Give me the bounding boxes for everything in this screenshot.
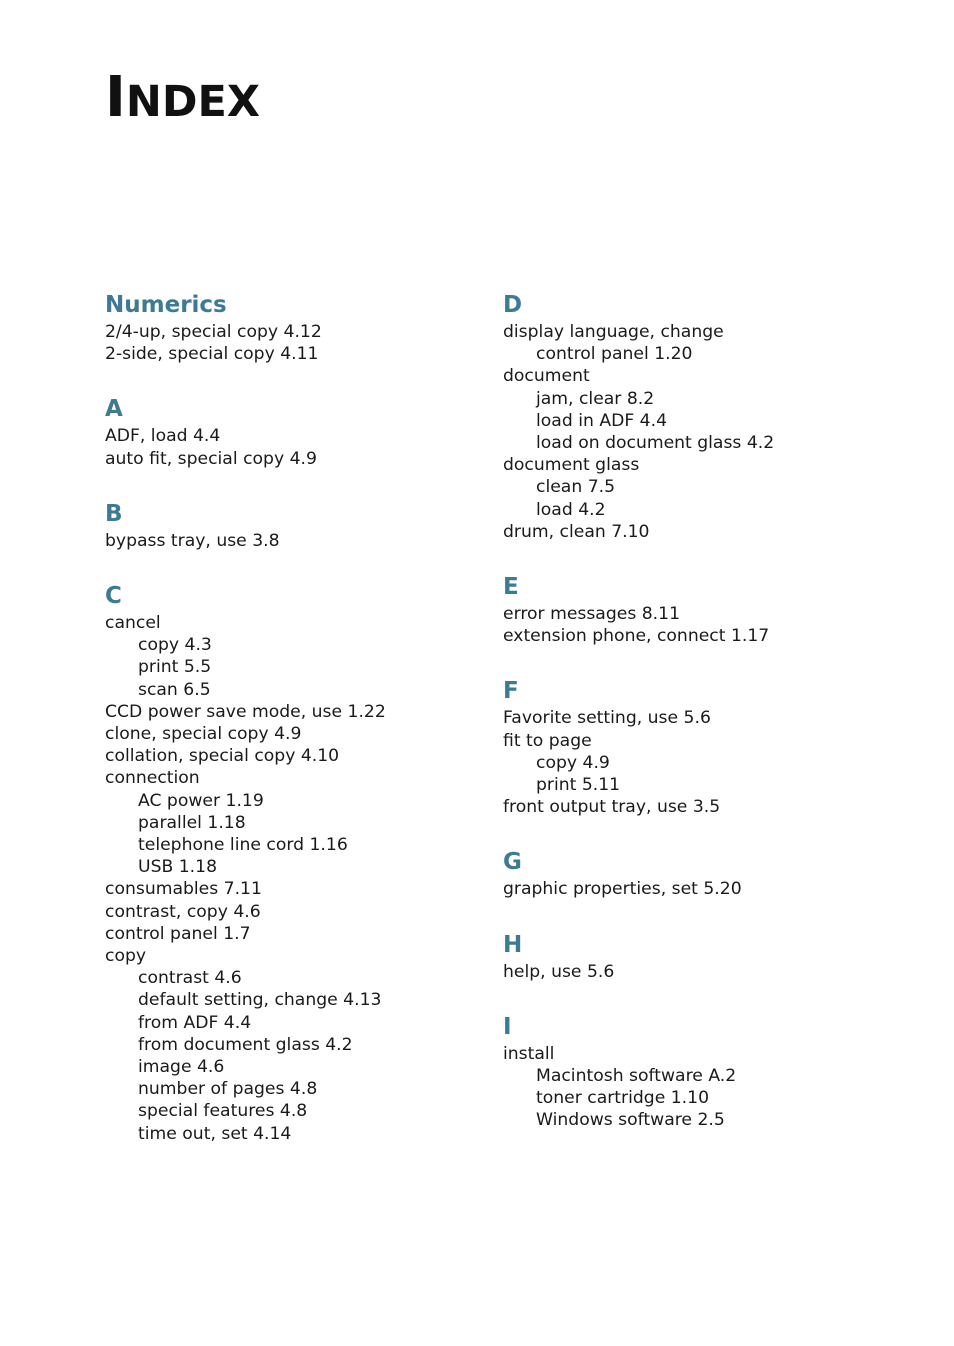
section-heading: E xyxy=(503,574,519,601)
index-subentry: load 4.2 xyxy=(536,499,606,520)
index-section xyxy=(503,675,903,818)
index-subentry: control panel 1.20 xyxy=(536,344,693,365)
index-subentry: copy 4.9 xyxy=(536,752,610,773)
index-entry: consumables 7.11 xyxy=(105,879,262,900)
index-entry: fit to page xyxy=(503,730,592,751)
index-subentry: special features 4.8 xyxy=(138,1101,308,1122)
index-entry: error messages 8.11 xyxy=(503,604,681,625)
index-section xyxy=(105,580,505,1145)
index-entry: display language, change xyxy=(503,322,724,342)
index-entry: front output tray, use 3.5 xyxy=(503,797,721,818)
index-subentry: jam, clear 8.2 xyxy=(536,388,655,409)
index-subentry: contrast 4.6 xyxy=(138,968,242,989)
index-subentry: print 5.11 xyxy=(536,775,621,796)
page-title xyxy=(105,65,261,130)
index-entry: CCD power save mode, use 1.22 xyxy=(105,701,386,722)
index-entry: document glass xyxy=(503,455,640,476)
index-section xyxy=(105,393,505,469)
index-subentry: parallel 1.18 xyxy=(138,812,246,833)
index-entry: control panel 1.7 xyxy=(105,923,251,944)
index-section xyxy=(503,289,903,543)
index-entry: ADF, load 4.4 xyxy=(105,426,221,447)
index-entry: graphic properties, set 5.20 xyxy=(503,879,742,900)
index-subentry: clean 7.5 xyxy=(536,477,616,498)
index-subentry: default setting, change 4.13 xyxy=(138,990,382,1011)
index-subentry: load on document glass 4.2 xyxy=(536,433,775,454)
page-title-rest: NDEX xyxy=(125,77,261,127)
index-section xyxy=(503,929,903,983)
index-subentry: load in ADF 4.4 xyxy=(536,410,668,431)
section-heading: D xyxy=(503,292,523,318)
section-heading: C xyxy=(105,583,122,610)
index-section xyxy=(503,1011,903,1132)
index-subentry: scan 6.5 xyxy=(138,679,211,700)
index-subentry: copy 4.3 xyxy=(138,635,212,656)
index-column-left xyxy=(105,289,505,1145)
index-section xyxy=(503,846,903,900)
section-heading: F xyxy=(503,678,519,705)
index-entry: help, use 5.6 xyxy=(503,961,615,982)
index-entry: bypass tray, use 3.8 xyxy=(105,530,280,551)
index-subentry: from ADF 4.4 xyxy=(138,1012,252,1033)
index-section xyxy=(105,289,505,365)
index-subentry: Macintosh software A.2 xyxy=(536,1066,737,1087)
index-subentry: image 4.6 xyxy=(138,1057,225,1078)
page-title-initial: I xyxy=(105,65,126,130)
index-subentry: print 5.5 xyxy=(138,657,212,678)
index-subentry: Windows software 2.5 xyxy=(536,1110,725,1131)
index-subentry: toner cartridge 1.10 xyxy=(536,1088,710,1109)
section-heading: B xyxy=(105,500,123,527)
index-entry: drum, clean 7.10 xyxy=(503,521,650,542)
index-entry: auto fit, special copy 4.9 xyxy=(105,448,317,469)
index-subentry: USB 1.18 xyxy=(138,857,218,878)
index-entry: 2/4-up, special copy 4.12 xyxy=(105,322,322,342)
index-section xyxy=(503,571,903,647)
index-entry: clone, special copy 4.9 xyxy=(105,724,302,745)
index-entry: 2-side, special copy 4.11 xyxy=(105,344,319,365)
index-entry: cancel xyxy=(105,613,161,634)
index-entry: install xyxy=(503,1043,555,1064)
index-entry: collation, special copy 4.10 xyxy=(105,746,340,767)
section-heading: G xyxy=(503,849,522,876)
section-heading: H xyxy=(503,931,523,958)
index-entry: Favorite setting, use 5.6 xyxy=(503,708,711,729)
index-subentry: number of pages 4.8 xyxy=(138,1079,318,1100)
index-subentry: AC power 1.19 xyxy=(138,790,264,811)
section-heading: I xyxy=(503,1013,512,1040)
index-subentry: time out, set 4.14 xyxy=(138,1123,292,1144)
section-heading: Numerics xyxy=(105,292,227,318)
index-entry: connection xyxy=(105,768,200,789)
index-entry: extension phone, connect 1.17 xyxy=(503,626,770,647)
index-section xyxy=(105,498,505,552)
section-heading: A xyxy=(105,396,123,423)
index-subentry: from document glass 4.2 xyxy=(138,1034,353,1055)
index-entry: copy xyxy=(105,946,147,967)
index-entry: contrast, copy 4.6 xyxy=(105,901,261,922)
index-entry: document xyxy=(503,366,590,387)
index-subentry: telephone line cord 1.16 xyxy=(138,835,348,856)
index-column-right xyxy=(503,289,903,1132)
